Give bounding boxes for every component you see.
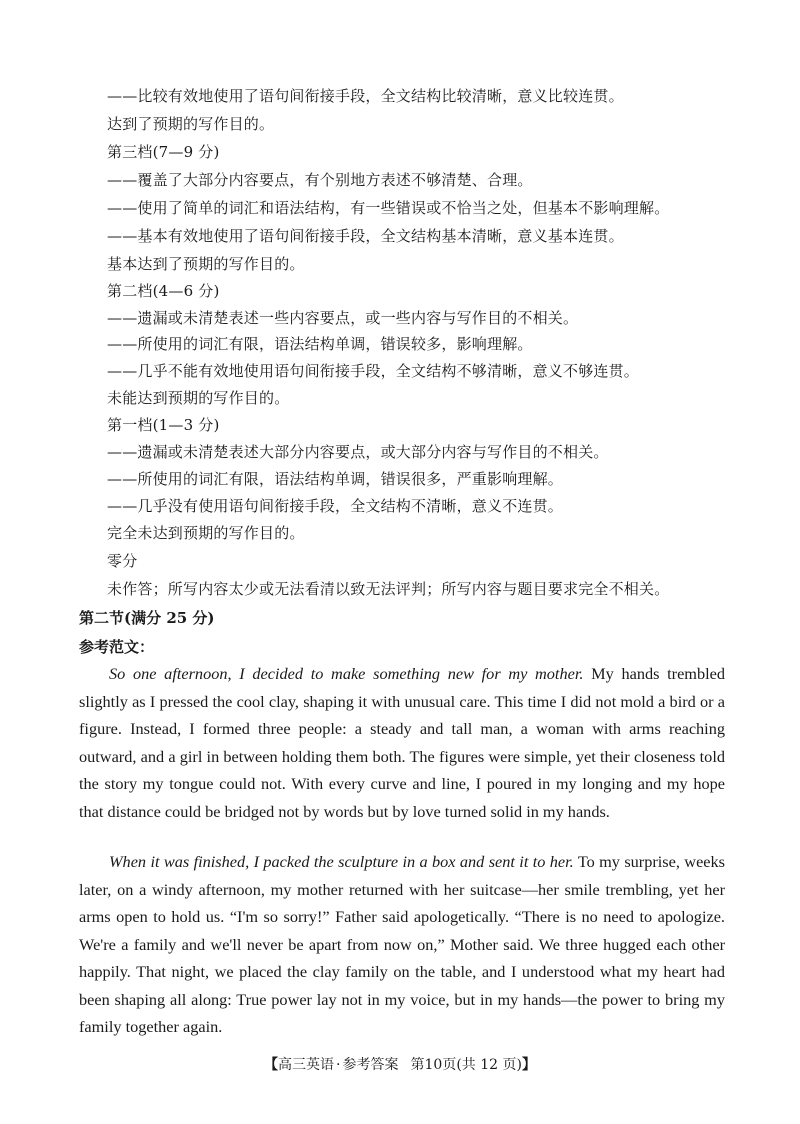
level2-line: ——几乎不能有效地使用语句间衔接手段，全文结构不够清晰，意义不够连贯。 [107,362,640,380]
level4-cohesion-line: ——比较有效地使用了语句间衔接手段，全文结构比较清晰，意义比较连贯。 [107,87,624,105]
paragraph-1-body: My hands trembled slightly as I pressed the cool clay, shaping it with unusual care. This time I did not mold a bird or a figure. Instead, I formed three people: a steady and tall man, a woman with arms reaching outward, and a girl in between holding them both. The figures were simple, yet their closeness told the story my tongue could not. With every curve and line, I poured in my longing and my hope that distance could be bridged not by words but by love turned solid in my hands. [79,664,725,821]
level2-line: ——所使用的词汇有限，语法结构单调，错误较多，影响理解。 [107,335,533,353]
paragraph-2-lead-sentence: When it was finished, I packed the sculpture in a box and sent it to her. [109,852,574,871]
footer-subject: 高三英语 [278,1057,335,1073]
level3-line: ——基本有效地使用了语句间衔接手段，全文结构基本清晰，意义基本连贯。 [107,227,624,245]
page-footer [0,1056,800,1074]
sample-paragraph-2 [79,848,725,1041]
level1-title: 第一档(1—3 分) [107,416,220,434]
level3-line: ——覆盖了大部分内容要点，有个别地方表述不够清楚、合理。 [107,171,533,189]
level3-line: 基本达到了预期的写作目的。 [107,255,305,273]
level3-title: 第三档(7—9 分) [107,143,220,161]
level3-line: ——使用了简单的词汇和语法结构，有一些错误或不恰当之处，但基本不影响理解。 [107,199,670,217]
paragraph-1-lead-sentence: So one afternoon, I decided to make something new for my mother. [109,664,584,683]
level1-line: 完全未达到预期的写作目的。 [107,524,305,542]
footer-open-bracket: 【 [264,1057,279,1073]
level2-title: 第二档(4—6 分) [107,282,220,300]
zero-score-title: 零分 [107,552,138,570]
level1-line: ——几乎没有使用语句间衔接手段，全文结构不清晰，意义不连贯。 [107,497,564,515]
footer-separator: · [336,1057,341,1073]
footer-page-number: 第10页(共 12 页) [410,1057,522,1073]
level4-goal-line: 达到了预期的写作目的。 [107,115,275,133]
section2-heading: 第二节(满分 25 分) [79,609,215,627]
footer-close-bracket: 】 [521,1057,536,1073]
footer-doc-type: 参考答案 [342,1057,399,1073]
sample-paragraph-1 [79,660,725,825]
sample-essay-label: 参考范文： [79,638,155,656]
level2-line: ——遗漏或未清楚表述一些内容要点，或一些内容与写作目的不相关。 [107,309,579,327]
paragraph-2-body: To my surprise, weeks later, on a windy afternoon, my mother returned with her suitcase—her smile trembling, yet her arms open to hold us. “I'm so sorry!” Father said apologetically. “There is no need to apologize. We're a family and we'll never be apart from now on,” Mother said. We three hugged each other happily. That night, we placed the clay family on the table, and I understood what my heart had been shaping all along: True power lay not in my voice, but in my hands—the power to bring my family together again. [79,852,725,1036]
level2-line: 未能达到预期的写作目的。 [107,389,290,407]
level1-line: ——所使用的词汇有限，语法结构单调，错误很多，严重影响理解。 [107,470,564,488]
level1-line: ——遗漏或未清楚表述大部分内容要点，或大部分内容与写作目的不相关。 [107,443,609,461]
zero-score-line: 未作答；所写内容太少或无法看清以致无法评判；所写内容与题目要求完全不相关。 [107,580,670,598]
